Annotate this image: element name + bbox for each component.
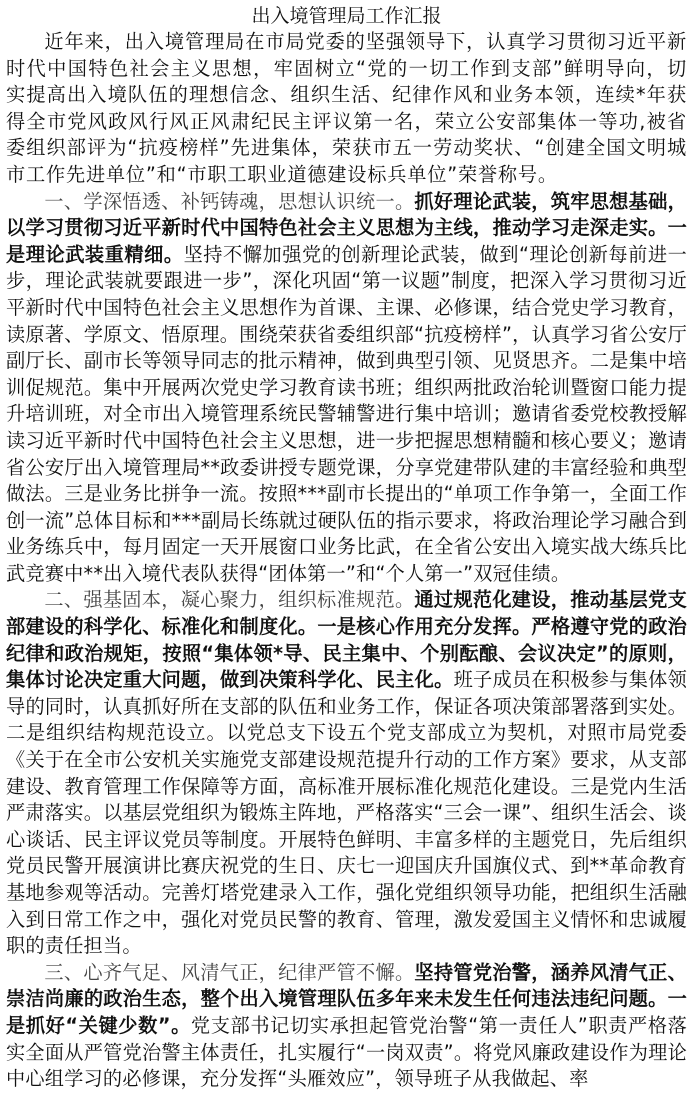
section-1-body: 坚持不懈加强党的创新理论武装，做到“理论创新每前进一步，理论武装就要跟进一步”，深化巩固“第一议题”制度，把深入学习贯彻习近平新时代中国特色社会主义思想作为首课、主课、必修课，结合党史学习教育，读原著、学原文、悟原理。围绕荣获省委组织部“抗疫榜样”，认真学习省公安厅副厅长、副市长等领导同志的批示精神，做到典型引领、见贤思齐。二是集中培训促规范。集中开展两次党史学习教育读书班；组织两批政治轮训暨窗口能力提升培训班，对全市出入境管理系统民警辅警进行集中培训；邀请省委党校教授解读习近平新时代中国特色社会主义思想，进一步把握思想精髓和核心要义；邀请省公安厅出入境管理局**政委讲授专题党课，分享党建带队建的丰富经验和典型做法。三是业务比拼争一流。按照***副市长提出的“单项工作争第一，全面工作创一流”总体目标和***副局长练就过硬队伍的指示要求，将政治理论学习融合到业务练兵中，每月固定一天开展窗口业务比武，在全省公安出入境实战大练兵比武竞赛中**出入境代表队获得“团体第一”和“个人第一”双冠佳绩。 xyxy=(6,242,687,585)
section-2-body: 班子成员在积极参与集体领导的同时，认真抓好所在支部的队伍和业务工作，保证各项决策部署落到实处。二是组织结构规范设立。以党总支下设五个党支部成立为契机，对照市局党委《关于在全市公安机关实施党支部建设规范提升行动的工作方案》要求，从支部建设、教育管理工作保障等方面，高标准开展标准化规范化建设。三是党内生活严肃落实。以基层党组织为锻炼主阵地，严格落实“三会一课”、组织生活会、谈心谈话、民主评议党员等制度。开展特色鲜明、丰富多样的主题党日，先后组织党员民警开展演讲比赛庆祝党的生日、庆七一迎国庆升国旗仪式、到**革命教育基地参观等活动。完善灯塔党建录入工作，强化党组织领导功能，把组织生活融入到日常工作之中，强化对党员民警的教育、管理，激发爱国主义情怀和忠诚履职的责任担当。 xyxy=(6,668,687,958)
section-3-lead: 坚持管党治警，涵养风清气正、崇洁尚廉的政治生态，整个出入境管理队伍多年来未发生任何违法违纪问题。一是抓好“关键少数”。 xyxy=(6,960,687,1037)
section-1-lead: 抓好理论武装，筑牢思想基础，以学习贯彻习近平新时代中国特色社会主义思想为主线，推动学习走深走实。一是理论武装重精细。 xyxy=(6,189,687,266)
section-2-paragraph xyxy=(6,587,687,959)
section-1-heading: 一、学深悟透、补钙铸魂，思想认识统一。 xyxy=(44,189,415,213)
section-3-paragraph xyxy=(6,960,687,1093)
document-title: 出入境管理局工作汇报 xyxy=(251,5,442,27)
section-1-paragraph xyxy=(6,189,687,588)
section-2-lead: 通过规范化建设，推动基层党支部建设的科学化、标准化和制度化。一是核心作用充分发挥。严格遵守党的政治纪律和政治规矩，按照“集体领*导、民主集中、个别酝酿、会议决定”的原则，集体讨论决定重大问题，做到决策科学化、民主化。 xyxy=(6,588,687,692)
intro-paragraph: 近年来，出入境管理局在市局党委的坚强领导下，认真学习贯彻习近平新时代中国特色社会主义思想，牢固树立“党的一切工作到支部”鲜明导向，切实提高出入境队伍的理想信念、组织生活、纪律作风和业务本领，连续*年获得全市党风政风行风正风肃纪民主评议第一名，荣立公安部集体一等功,被省委组织部评为“抗疫榜样”先进集体，荣获市五一劳动奖状、“创建全国文明城市工作先进单位”和“市职工职业道德建设标兵单位”荣誉称号。 xyxy=(6,30,687,186)
section-3-heading: 三、心齐气足、风清气正，纪律严管不懈。 xyxy=(44,960,415,984)
section-3-body: 党支部书记切实承担起管党治警“第一责任人”职责严格落实全面从严管党治警主体责任，扎实履行“一岗双责”。将党风廉政建设作为理论中心组学习的必修课，充分发挥“头雁效应”，领导班子从我做起、率 xyxy=(6,1013,687,1091)
section-2-heading: 二、强基固本，凝心聚力，组织标准规范。 xyxy=(44,588,415,612)
